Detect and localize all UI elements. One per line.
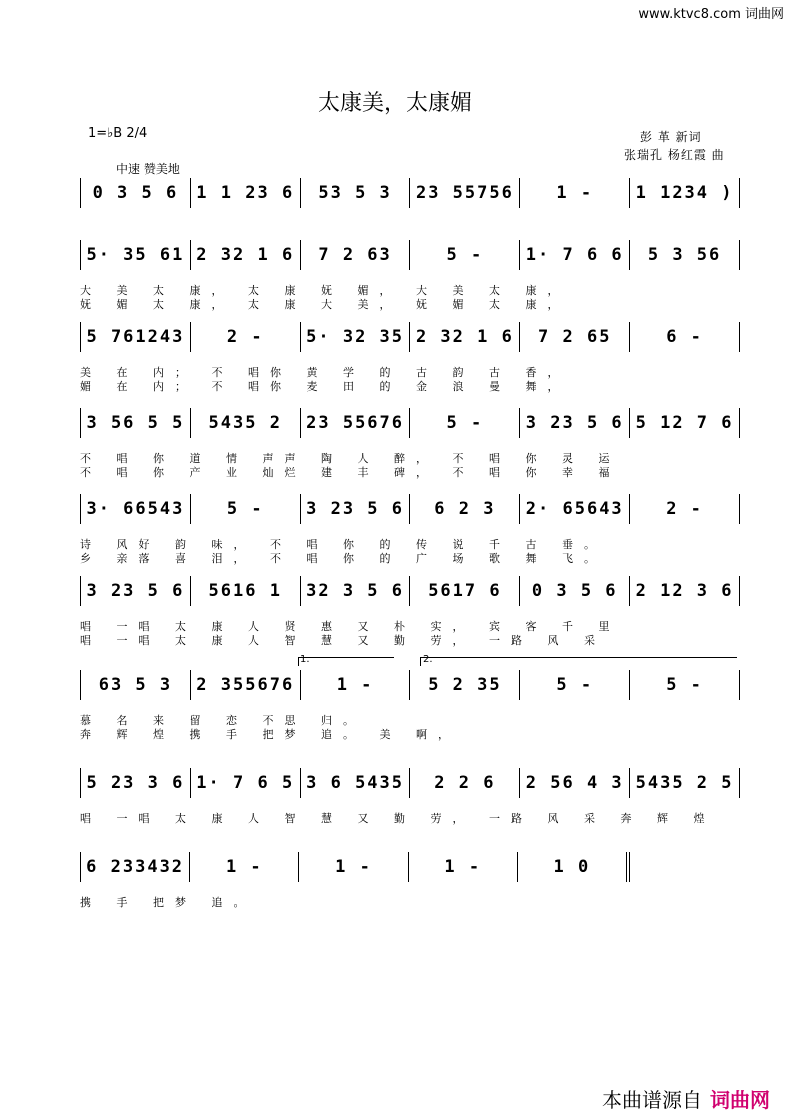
- notes-line: [80, 178, 740, 208]
- measure: 5· 35 61: [80, 240, 191, 270]
- notes-line: [80, 408, 740, 438]
- measure: 5 12 7 6: [630, 408, 740, 438]
- measure: 1· 7 6 6: [520, 240, 630, 270]
- measure: 2 32 1 6: [191, 240, 301, 270]
- measure: 3 56 5 5: [80, 408, 191, 438]
- measure: 5 -: [191, 494, 301, 524]
- measure: 5 761243: [80, 322, 191, 352]
- notes-line: [80, 240, 740, 270]
- measure: 1 -: [409, 852, 518, 882]
- measure: 2 -: [191, 322, 301, 352]
- notes-line: [80, 494, 740, 524]
- measure: 63 5 3: [80, 670, 191, 700]
- measure: 3 23 5 6: [301, 494, 411, 524]
- measure: 2 355676: [191, 670, 301, 700]
- measure: 7 2 65: [520, 322, 630, 352]
- measure: 2· 65643: [520, 494, 630, 524]
- measure: 5616 1: [191, 576, 301, 606]
- measure: 5 2 35: [410, 670, 520, 700]
- lyricist-credit: 彭 革 新词: [640, 130, 702, 144]
- measure: 3 6 5435: [301, 768, 411, 798]
- measure: 2 2 6: [410, 768, 520, 798]
- notes-line: [80, 576, 740, 606]
- measure: 2 56 4 3: [520, 768, 630, 798]
- measure: 5435 2: [191, 408, 301, 438]
- notes-line: [80, 670, 740, 700]
- lyric-line: 奔 辉 煌 携 手 把梦 追。 美 啊，: [80, 728, 460, 741]
- measure: 5· 32 35: [301, 322, 411, 352]
- measure: 6 233432: [80, 852, 190, 882]
- lyric-line: 诗 风好 韵 味， 不 唱 你 的 传 说 千 古 垂。: [80, 538, 606, 551]
- lyric-line: 妩 媚 太 康， 太 康 大 美， 妩 媚 太 康，: [80, 298, 570, 311]
- measure: 5617 6: [410, 576, 520, 606]
- measure: 1 -: [299, 852, 408, 882]
- measure: 5 -: [410, 240, 520, 270]
- measure: 5 -: [520, 670, 630, 700]
- measure: 6 2 3: [410, 494, 520, 524]
- footer: [602, 1084, 770, 1113]
- lyric-line: 不 唱 你 道 情 声声 陶 人 醉， 不 唱 你 灵 运: [80, 452, 621, 465]
- lyric-line: 携 手 把梦 追。: [80, 896, 256, 909]
- key-signature: 1=♭B 2/4: [88, 126, 148, 141]
- measure: 23 55676: [301, 408, 411, 438]
- lyric-line: 唱 一唱 太 康 人 智 慧 又 勤 劳， 一路 风 采: [80, 634, 606, 647]
- measure: 7 2 63: [301, 240, 411, 270]
- measure: 1 -: [520, 178, 630, 208]
- lyric-line: 慕 名 来 留 恋 不思 归。: [80, 714, 365, 727]
- lyric-line: 唱 一唱 太 康 人 智 慧 又 勤 劳， 一路 风 采 奔 辉 煌: [80, 812, 716, 825]
- measure: 2 -: [630, 494, 740, 524]
- footer-text: 本曲谱源自: [602, 1088, 702, 1112]
- measure: 1 1234 ): [630, 178, 740, 208]
- measure: 3 23 5 6: [520, 408, 630, 438]
- measure: 1 -: [301, 670, 411, 700]
- volta-1-bracket: [298, 657, 394, 666]
- notes-line: [80, 852, 630, 882]
- notes-line: [80, 768, 740, 798]
- measure: 6 -: [630, 322, 740, 352]
- measure: 1 1 23 6: [191, 178, 301, 208]
- measure: 0 3 5 6: [520, 576, 630, 606]
- measure: 3 23 5 6: [80, 576, 191, 606]
- measure: 5 -: [630, 670, 740, 700]
- volta-2: 2.: [423, 654, 433, 665]
- song-title: 太康美，太康媚: [317, 91, 472, 116]
- footer-brand: 词曲网: [710, 1088, 770, 1112]
- lyric-line: 大 美 太 康， 太 康 妩 媚， 大 美 太 康，: [80, 284, 570, 297]
- measure: 5 3 56: [630, 240, 740, 270]
- lyric-line: 媚 在 内； 不 唱你 麦 田 的 金 浪 曼 舞，: [80, 380, 570, 393]
- lyric-line: 唱 一唱 太 康 人 贤 惠 又 朴 实， 宾 客 千 里: [80, 620, 621, 633]
- measure: 23 55756: [410, 178, 520, 208]
- measure: 5 23 3 6: [80, 768, 191, 798]
- measure: 2 12 3 6: [630, 576, 740, 606]
- lyric-line: 不 唱 你 产 业 灿烂 建 丰 碑， 不 唱 你 幸 福: [80, 466, 621, 479]
- measure: 3· 66543: [80, 494, 191, 524]
- composer-credit: 张瑞孔 杨红霞 曲: [624, 148, 725, 162]
- measure: 1 -: [190, 852, 299, 882]
- tempo-marking: 中速 赞美地: [116, 162, 180, 176]
- lyric-line: 美 在 内； 不 唱你 黄 学 的 古 韵 古 香，: [80, 366, 570, 379]
- measure: 0 3 5 6: [80, 178, 191, 208]
- notes-line: [80, 322, 740, 352]
- measure: 53 5 3: [301, 178, 411, 208]
- measure: 1 0: [518, 852, 630, 882]
- measure: 2 32 1 6: [410, 322, 520, 352]
- measure: 32 3 5 6: [301, 576, 411, 606]
- watermark-url: www.ktvc8.com 词曲网: [638, 7, 784, 22]
- measure: 5 -: [410, 408, 520, 438]
- measure: 5435 2 5: [630, 768, 740, 798]
- volta-1: 1.: [300, 654, 310, 665]
- volta-2-bracket: [420, 657, 737, 666]
- lyric-line: 乡 亲落 喜 泪， 不 唱 你 的 广 场 歌 舞 飞。: [80, 552, 606, 565]
- measure: 1· 7 6 5: [191, 768, 301, 798]
